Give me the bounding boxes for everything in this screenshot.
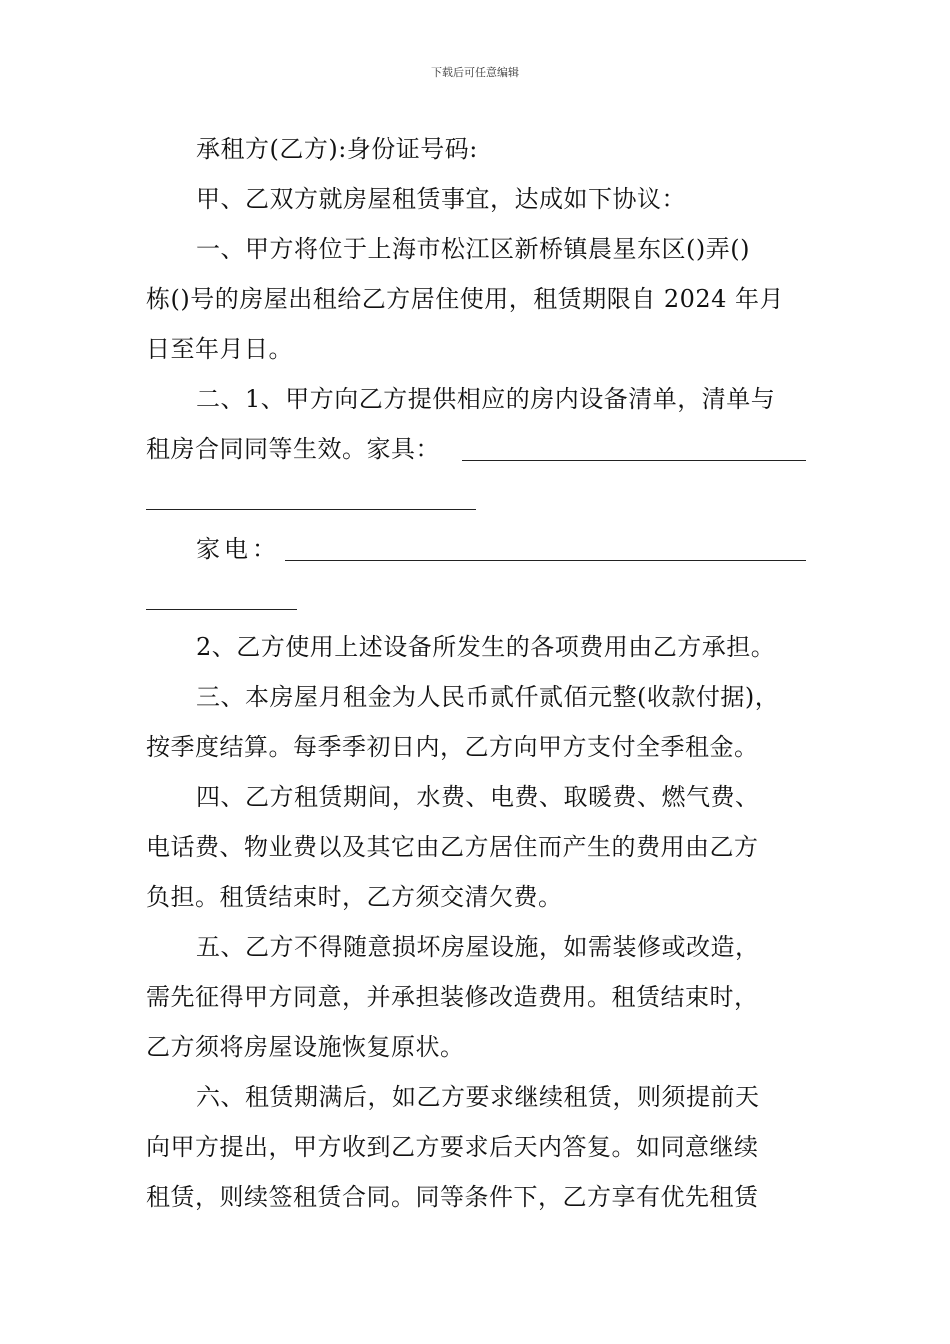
appliance-blank-line-cont [146,609,297,610]
text-line: 六、租赁期满后，如乙方要求继续租赁，则须提前天 [196,1083,760,1111]
text-line: 2、乙方使用上述设备所发生的各项费用由乙方承担。 [196,633,776,661]
text-line: 五、乙方不得随意损坏房屋设施，如需装修或改造， [196,933,760,961]
text-line: 租房合同同等生效。家具： [146,435,440,463]
text-line: 一、甲方将位于上海市松江区新桥镇晨星东区()弄() [196,235,750,263]
furniture-blank-line-cont [146,509,476,510]
appliance-blank-line [285,560,806,561]
text-line: 三、本房屋月租金为人民币贰仟贰佰元整(收款付据)， [196,683,780,711]
text-line: 二、1、甲方向乙方提供相应的房内设备清单，清单与 [196,385,776,413]
page-header-note: 下载后可任意编辑 [431,66,519,79]
text-line: 家电： [196,535,280,563]
text-line: 需先征得甲方同意，并承担装修改造费用。租赁结束时， [146,983,759,1011]
text-line: 负担。租赁结束时，乙方须交清欠费。 [146,883,563,911]
text-line: 栋()号的房屋出租给乙方居住使用，租赁期限自 2024 年月 [146,285,785,313]
text-line: 电话费、物业费以及其它由乙方居住而产生的费用由乙方 [146,833,759,861]
furniture-blank-line [462,460,806,461]
text-line: 乙方须将房屋设施恢复原状。 [146,1033,465,1061]
text-line: 向甲方提出，甲方收到乙方要求后天内答复。如同意继续 [146,1133,759,1161]
text-line: 日至年月日。 [146,335,293,363]
text-line: 四、乙方租赁期间，水费、电费、取暖费、燃气费、 [196,783,760,811]
text-line: 甲、乙双方就房屋租赁事宜，达成如下协议： [196,185,686,213]
text-line: 租赁，则续签租赁合同。同等条件下，乙方享有优先租赁 [146,1183,759,1211]
text-line: 按季度结算。每季季初日内，乙方向甲方支付全季租金。 [146,733,759,761]
text-line: 承租方(乙方):身份证号码: [196,135,478,163]
